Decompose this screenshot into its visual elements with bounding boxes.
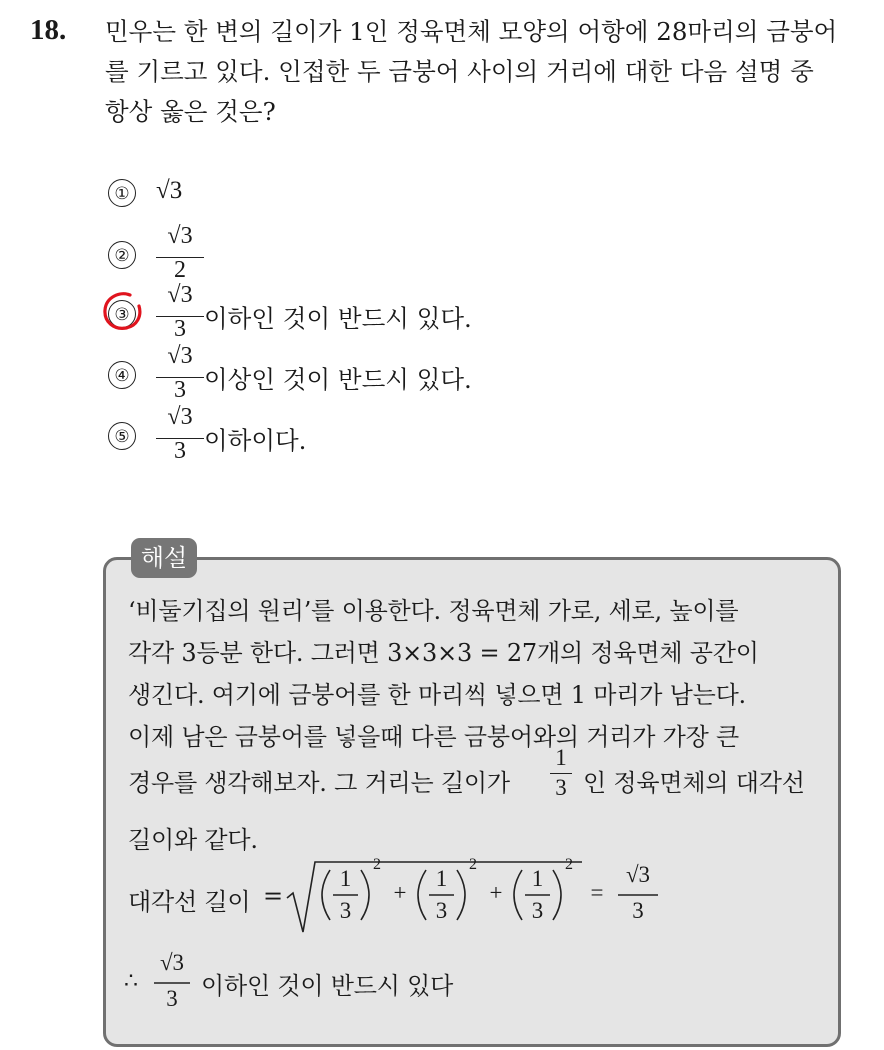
paren-right bbox=[553, 870, 561, 920]
explanation-line: ‘비둘기집의 원리’를 이용한다. 정육면체 가로, 세로, 높이를 bbox=[128, 597, 739, 625]
paren-left bbox=[418, 870, 426, 920]
exponent: 2 bbox=[469, 856, 477, 873]
fraction-numerator: 1 bbox=[555, 745, 567, 770]
fraction-denominator: 3 bbox=[555, 775, 567, 800]
choice-number: ① bbox=[108, 179, 136, 207]
choice-number: ② bbox=[108, 241, 136, 269]
plus-sign: + bbox=[393, 880, 407, 905]
fraction-numerator: √3 bbox=[159, 950, 185, 975]
explanation-tag: 해설 bbox=[131, 538, 197, 578]
fraction-numerator: 1 bbox=[339, 866, 352, 891]
formula-label: 대각선 길이 bbox=[128, 888, 251, 916]
explanation-line: 생긴다. 여기에 금붕어를 한 마리씩 넣으면 1 마리가 남는다. bbox=[128, 681, 746, 709]
fraction-denominator: 3 bbox=[339, 898, 352, 923]
paren-right bbox=[361, 870, 369, 920]
explanation-line: 인 정육면체의 대각선 bbox=[583, 769, 805, 797]
choice-text: 이하이다. bbox=[204, 426, 307, 455]
explanation-line: 경우를 생각해보자. 그 거리는 길이가 bbox=[128, 769, 510, 797]
choice-text: 이하인 것이 반드시 있다. bbox=[204, 304, 472, 333]
question-line: 를 기르고 있다. 인접한 두 금붕어 사이의 거리에 대한 다음 설명 중 bbox=[105, 57, 814, 86]
fraction-denominator: 2 bbox=[174, 257, 186, 283]
exponent: 2 bbox=[565, 856, 573, 873]
plus-sign: + bbox=[489, 880, 503, 905]
explanation-line: 이제 남은 금붕어를 넣을때 다른 금붕어와의 거리가 가장 큰 bbox=[128, 723, 740, 751]
fraction-denominator: 3 bbox=[531, 898, 544, 923]
choice-number: ③ bbox=[108, 300, 136, 328]
conclusion-text: 이하인 것이 반드시 있다 bbox=[201, 972, 454, 1000]
explanation-line: 길이와 같다. bbox=[128, 826, 258, 854]
question-number: 18. bbox=[30, 14, 67, 46]
fraction-denominator: 3 bbox=[166, 986, 178, 1011]
fraction-denominator: 3 bbox=[435, 898, 448, 923]
therefore-symbol: ∴ bbox=[124, 969, 138, 994]
fraction-numerator: √3 bbox=[167, 223, 193, 249]
exponent: 2 bbox=[373, 856, 381, 873]
question-line: 항상 옳은 것은? bbox=[105, 97, 276, 126]
fraction-denominator: 3 bbox=[632, 898, 644, 923]
choice-number: ⑤ bbox=[108, 422, 136, 450]
fraction-denominator: 3 bbox=[174, 316, 186, 342]
choice-number: ④ bbox=[108, 361, 136, 389]
choice-text: 이상인 것이 반드시 있다. bbox=[204, 365, 472, 394]
fraction-denominator: 3 bbox=[174, 438, 186, 464]
paren-left bbox=[322, 870, 330, 920]
fraction-numerator: √3 bbox=[167, 404, 193, 430]
formula-equals: = bbox=[590, 880, 604, 905]
paren-right bbox=[457, 870, 465, 920]
paren-left bbox=[514, 870, 522, 920]
fraction-numerator: √3 bbox=[625, 862, 651, 887]
fraction-numerator: 1 bbox=[531, 866, 544, 891]
formula-equals: = bbox=[263, 882, 283, 910]
explanation-line: 각각 3등분 한다. 그러면 3×3×3 = 27개의 정육면체 공간이 bbox=[128, 639, 759, 667]
question-line: 민우는 한 변의 길이가 1인 정육면체 모양의 어항에 28마리의 금붕어 bbox=[105, 17, 838, 46]
choice-value: √3 bbox=[156, 177, 183, 204]
fraction-numerator: √3 bbox=[167, 343, 193, 369]
fraction-numerator: 1 bbox=[435, 866, 448, 891]
fraction-numerator: √3 bbox=[167, 282, 193, 308]
fraction-denominator: 3 bbox=[174, 377, 186, 403]
